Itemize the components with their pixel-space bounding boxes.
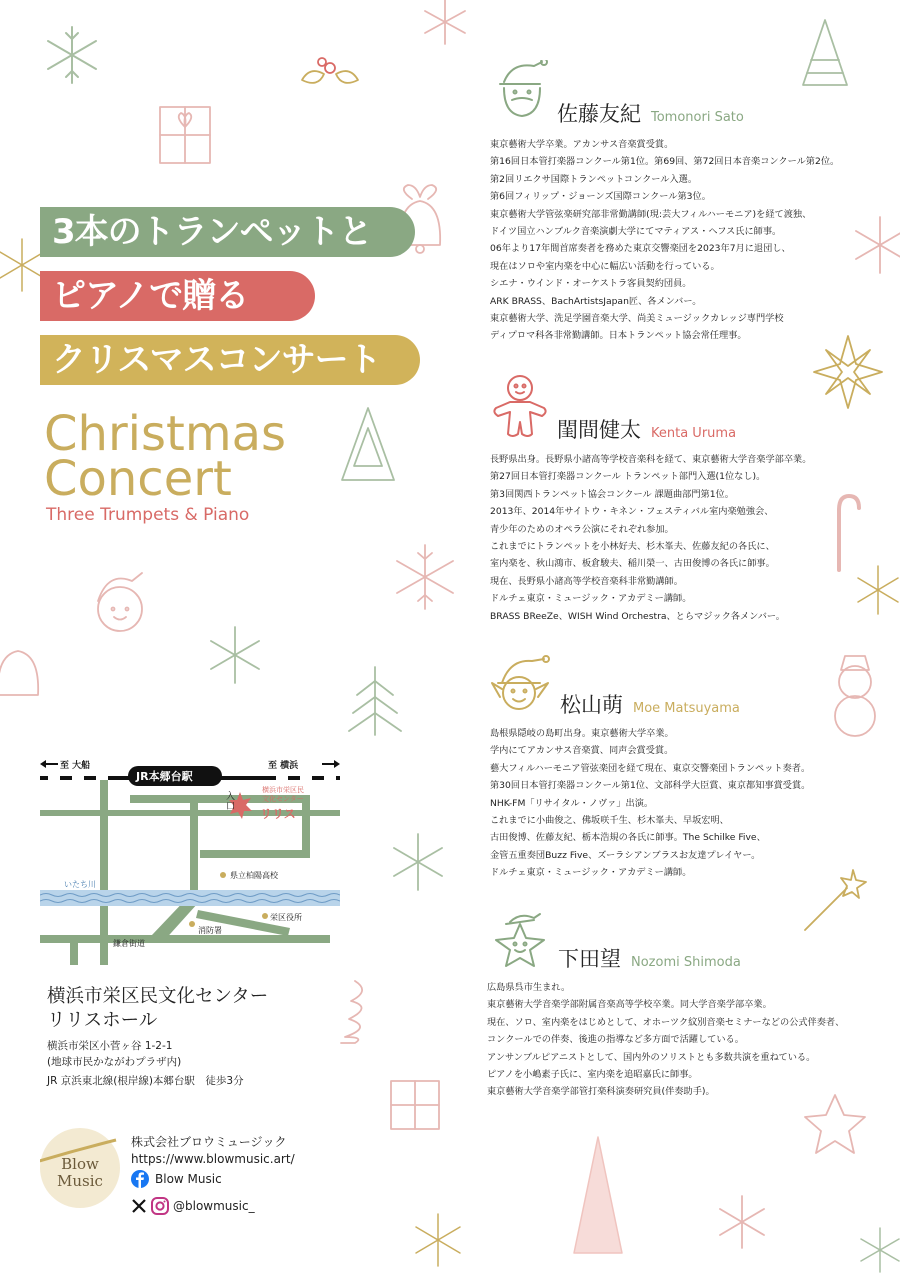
snowflake-icon xyxy=(0,239,44,291)
bio-line: 東京藝術大学音楽学部管打楽科演奏研究員(伴奏助手)。 xyxy=(487,1086,715,1098)
venue-name-line: 横浜市栄区民文化センター xyxy=(47,986,269,1007)
website-link[interactable]: https://www.blowmusic.art/ xyxy=(131,1152,295,1166)
snowflake-icon xyxy=(416,1214,460,1266)
bio-line: 東京藝術大学管弦楽研究部非常勤講師(現:芸大フィルハーモニア)を経て渡独、 xyxy=(490,208,812,220)
performer-name xyxy=(557,414,736,444)
magic-wand-icon xyxy=(805,870,866,930)
performer-bio xyxy=(490,451,811,625)
bio-line: シエナ・ウインド・オーケストラ客員契約団員。 xyxy=(490,278,692,290)
bio-line: 室内楽を、秋山鴻市、板倉駿夫、稲川榮一、古田俊博の各氏に師事。 xyxy=(490,558,775,570)
english-title-christmas: Christmas xyxy=(44,406,287,462)
bio-line: ドルチェ東京・ミュージック・アカデミー講師。 xyxy=(490,593,692,605)
map-label-venue-small: 横浜市栄区民 文化センター xyxy=(262,786,304,803)
santa-icon xyxy=(494,60,550,120)
star-character-icon xyxy=(490,910,554,970)
logo-text xyxy=(40,1156,120,1190)
snowflake-icon xyxy=(211,627,259,683)
snowflake-icon xyxy=(861,1228,899,1272)
english-title-concert: Concert xyxy=(44,451,232,507)
bio-line: 現在、長野県小諸高等学校音楽科非常勤講師。 xyxy=(490,575,683,587)
star-icon xyxy=(814,336,882,408)
bio-line: 第27回日本管打楽器コンクール トランペット部門入選(1位なし)。 xyxy=(490,471,766,483)
venue-name xyxy=(47,985,268,1033)
elf-icon xyxy=(490,655,554,715)
performer-name-jp: 松山萌 xyxy=(560,693,623,717)
title-line-3: クリスマスコンサート xyxy=(40,335,420,385)
snowflake-icon xyxy=(397,545,453,609)
bio-line: 青少年のためのオペラ公演にそれぞれ参加。 xyxy=(490,523,674,535)
title-line-2: ピアノで贈る xyxy=(40,271,315,321)
venue-address-line: (地球市民かながわプラザ内) xyxy=(47,1056,182,1068)
facebook-link[interactable] xyxy=(131,1170,222,1188)
bio-line: 第16回日本管打楽器コンクール第1位。第69回、第72回日本音楽コンクール第2位。 xyxy=(490,156,840,168)
x-icon xyxy=(131,1198,147,1214)
facebook-label: Blow Music xyxy=(155,1172,222,1186)
blow-music-logo xyxy=(40,1128,120,1208)
venue-access: JR 京浜東北線(根岸線)本郷台駅 徒歩3分 xyxy=(47,1075,244,1087)
bio-line: 第3回関西トランペット協会コンクール 課題曲部門第1位。 xyxy=(490,488,734,500)
bio-line: 東京藝術大学音楽学部附属音楽高等学校卒業。同大学音楽学部卒業。 xyxy=(487,999,772,1011)
snowflake-icon xyxy=(48,27,96,83)
bio-line: 第6回フィリップ・ジョーンズ国際コンクール第3位。 xyxy=(490,191,711,203)
bell-icon xyxy=(0,651,38,695)
bio-line: 2013年、2014年サイトウ・キネン・フェスティバル室内楽勉強会、 xyxy=(490,506,774,518)
english-subtitle: Three Trumpets & Piano xyxy=(46,505,250,525)
bio-line: 学内にてアカンサス音楽賞、同声会賞受賞。 xyxy=(490,745,674,757)
logo-line: Music xyxy=(57,1172,103,1190)
performer-name-roman: Tomonori Sato xyxy=(651,110,744,125)
map-label-ofuna: 至 大船 xyxy=(60,761,91,771)
gift-icon xyxy=(391,1081,439,1129)
bio-line: これまでに小曲俊之、佛坂咲千生、杉木峯夫、早坂宏明、 xyxy=(490,814,729,826)
map-label-venue: リリス xyxy=(260,807,296,821)
instagram-icon xyxy=(151,1197,169,1215)
performer-name-roman: Moe Matsuyama xyxy=(633,701,740,716)
performer-name-roman: Kenta Uruma xyxy=(651,426,737,441)
performer-name xyxy=(560,689,740,719)
christmas-tree-icon xyxy=(342,408,394,480)
bio-line: 長野県出身。長野県小諸高等学校音楽科を経て、東京藝術大学音楽学部卒業。 xyxy=(490,454,812,465)
christmas-tree-icon xyxy=(574,1137,622,1253)
social-link[interactable] xyxy=(131,1197,255,1215)
bio-line: ドイツ国立ハンブルク音楽演劇大学にてマティアス・ヘフス氏に師事。 xyxy=(490,225,782,237)
bio-line: ピアノを小嶋素子氏に、室内楽を追昭嘉氏に師事。 xyxy=(487,1068,698,1080)
snowflake-icon xyxy=(425,0,465,44)
performer-bio xyxy=(490,136,839,345)
snowflake-icon xyxy=(858,566,898,614)
snowman-icon xyxy=(835,656,875,736)
social-handle: @blowmusic_ xyxy=(173,1199,255,1213)
performer-name xyxy=(558,943,741,973)
bio-line: 第2回リエクサ国際トランペットコンクール入選。 xyxy=(490,173,698,185)
venue-name-line: リリスホール xyxy=(47,1010,158,1031)
bio-line: 第30回日本管打楽器コンクール第1位、文部科学大臣賞、東京都知事賞受賞。 xyxy=(490,780,811,792)
map-label-entrance: 入口 xyxy=(226,792,236,812)
performer-bio xyxy=(487,979,844,1101)
facebook-icon xyxy=(131,1170,149,1188)
gingerbread-man-icon xyxy=(490,372,550,442)
star-icon xyxy=(805,1095,865,1153)
performer-name-jp: 閨間健太 xyxy=(557,418,641,442)
elf-face-icon xyxy=(98,573,142,631)
bio-line: 東京藝術大学、洗足学園音楽大学、尚美ミュージックカレッジ専門学校 xyxy=(490,312,784,324)
bio-line: コンクールでの伴奏、後進の指導など多方面で活躍している。 xyxy=(487,1034,744,1046)
bio-line: アンサンブルピアニストとして、国内外のソリストとも多数共演を重ねている。 xyxy=(487,1051,816,1063)
venue-address-line: 横浜市栄区小菅ヶ谷 1-2-1 xyxy=(47,1040,173,1052)
christmas-tree-icon xyxy=(349,667,401,735)
bio-line: 島根県隠岐の島町出身。東京藝術大学卒業。 xyxy=(490,728,674,739)
performer-bio xyxy=(490,725,810,882)
bio-line: BRASS BReeZe、WISH Wind Orchestra、とらマジック各メンバー。 xyxy=(490,610,785,622)
map-label-river: いたち川 xyxy=(64,880,96,889)
venue-address xyxy=(47,1038,181,1070)
bio-line: これまでにトランペットを小林好夫、杉木峯夫、佐藤友紀の各氏に、 xyxy=(490,540,775,552)
christmas-tree-icon xyxy=(341,981,362,1043)
snowflake-icon xyxy=(856,217,900,273)
candy-cane-icon xyxy=(839,496,859,570)
bio-line: 藝大フィルハーモニア管弦楽団を経て現在、東京交響楽団トランペット奏者。 xyxy=(490,762,811,774)
performer-name-roman: Nozomi Shimoda xyxy=(631,955,741,970)
title-line-1: 3本のトランペットと xyxy=(40,207,415,257)
logo-line: Blow xyxy=(61,1155,99,1173)
map-label-fire-station: 消防署 xyxy=(198,926,222,935)
bio-line: 古田俊博、佐藤友紀、栃本浩規の各氏に師事。The Schilke Five、 xyxy=(490,832,766,844)
map-label-road: 鎌倉街道 xyxy=(113,939,145,948)
holly-icon xyxy=(302,58,358,83)
bio-line: ドルチェ東京・ミュージック・アカデミー講師。 xyxy=(490,867,692,879)
performer-name-jp: 佐藤友紀 xyxy=(557,102,641,126)
snowflake-icon xyxy=(720,1196,764,1248)
map-label-yokohama: 至 横浜 xyxy=(268,761,299,771)
bio-line: 06年より17年間首席奏者を務めた東京交響楽団を2023年7月に退団し、 xyxy=(490,243,791,255)
bio-line: 金管五重奏団Buzz Five、ズーラシアンブラスお友達プレイヤー。 xyxy=(490,849,761,861)
map-label-ward-office: 栄区役所 xyxy=(270,913,302,922)
bio-line: ARK BRASS、BachArtistsJapan匠、各メンバー。 xyxy=(490,295,702,307)
christmas-tree-icon xyxy=(803,20,847,85)
bio-line: NHK-FM「リサイタル・ノヴァ」出演。 xyxy=(490,797,654,809)
performer-name xyxy=(557,98,744,128)
gift-icon xyxy=(160,107,210,163)
bio-line: 東京藝術大学卒業。アカンサス音楽賞受賞。 xyxy=(490,139,674,150)
map-label-station: JR本郷台駅 xyxy=(136,770,193,783)
company-name: 株式会社ブロウミュージック xyxy=(131,1135,287,1149)
bio-line: 広島県呉市生まれ。 xyxy=(487,982,571,993)
bio-line: ディプロマ科各非常勤講師。日本トランペット協会常任理事。 xyxy=(490,330,747,342)
map-label-school: 県立柏陽高校 xyxy=(230,871,278,880)
bio-line: 現在はソロや室内楽を中心に幅広い活動を行っている。 xyxy=(490,260,720,272)
bio-line: 現在、ソロ、室内楽をはじめとして、オホーツク紋別音楽セミナーなどの公式伴奏者、 xyxy=(487,1016,845,1028)
performer-name-jp: 下田望 xyxy=(558,947,621,971)
snowflake-icon xyxy=(394,834,442,890)
